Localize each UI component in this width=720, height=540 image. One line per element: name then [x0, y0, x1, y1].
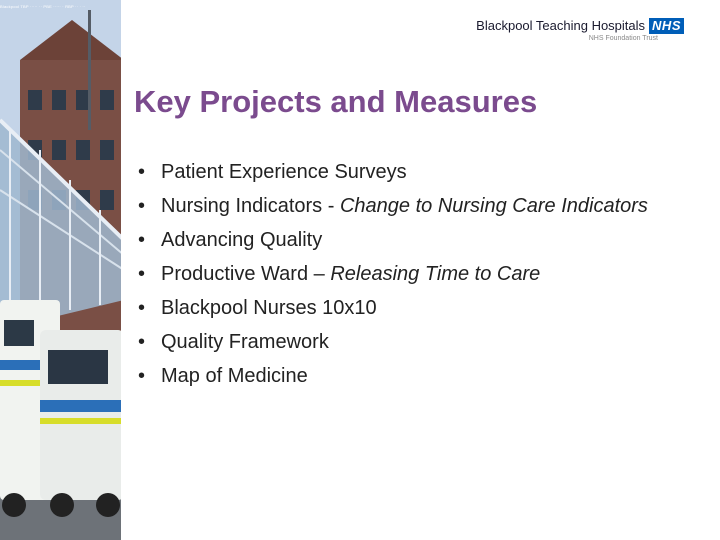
bullet-text: Blackpool Nurses 10x10 — [161, 297, 377, 319]
bullet-item — [134, 226, 694, 254]
hospital-photo-strip — [0, 0, 124, 540]
bullet-item — [134, 158, 694, 186]
bullet-dot: • — [138, 263, 146, 285]
logo-org-name: Blackpool Teaching Hospitals — [476, 18, 646, 33]
bullet-text: Productive Ward – — [161, 263, 331, 285]
slide-title: Key Projects and Measures — [134, 84, 538, 119]
bullet-dot: • — [138, 229, 146, 251]
bullet-dot: • — [138, 195, 146, 217]
bullet-text-italic: Change to Nursing Care Indicators — [339, 195, 648, 217]
bullet-dot: • — [138, 331, 146, 353]
bullet-list — [134, 158, 694, 396]
photo-caption: Blackpool TBP ····· ·· PBE ····· · RBP ·· · ·· — [0, 4, 86, 9]
bullet-item — [134, 260, 694, 288]
bullet-item — [134, 294, 694, 322]
bullet-item — [134, 328, 694, 356]
bullet-dot: • — [138, 365, 146, 387]
bullet-dot: • — [138, 161, 146, 183]
bullet-item — [134, 362, 694, 390]
nhs-badge: NHS — [649, 18, 684, 34]
bullet-text-italic: Releasing Time to Care — [330, 263, 541, 285]
bullet-dot: • — [138, 297, 146, 319]
bullet-item — [134, 192, 694, 220]
trust-logo — [474, 18, 684, 50]
hospital-photo-illustration — [0, 0, 124, 540]
bullet-text: Quality Framework — [161, 331, 329, 353]
bullet-text: Advancing Quality — [161, 229, 323, 251]
bullet-text: Patient Experience Surveys — [161, 161, 407, 183]
bullet-text: Map of Medicine — [161, 365, 308, 387]
logo-trust-line: NHS Foundation Trust — [588, 35, 658, 42]
bullet-text: Nursing Indicators - — [161, 195, 340, 217]
